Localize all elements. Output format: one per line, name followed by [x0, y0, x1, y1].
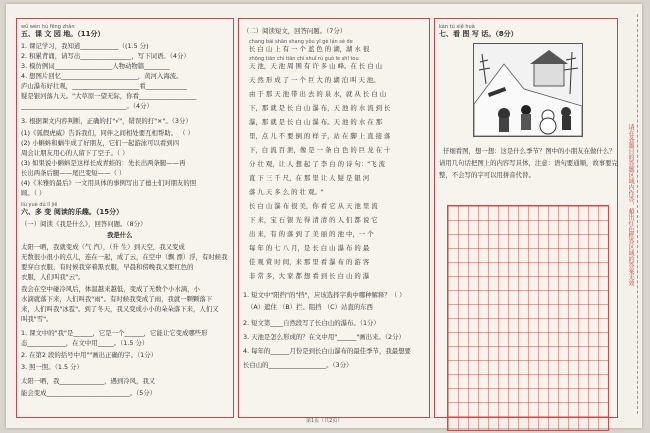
passage-line: 我会在空中碰冷风后，体温越来越低，变成了无数个小水滴，小 [21, 285, 200, 293]
question-line: _________________________________。（4分） [21, 102, 153, 110]
passage-line: 下 来，宝 石 银 光 得 清 清 的 人 们 都 说 它 [249, 216, 378, 224]
question-line: 1. 课文中的"我"是______，它是一个______，它能让它变成哪些形 [21, 329, 208, 337]
passage-line: 天 然 形 成 了 一 个 巨 大 的 湖 泊 叫 天 池。 [249, 76, 380, 84]
exam-sheet [6, 4, 642, 428]
section5-pinyin: wǔ wén hú fēng zhǎn [21, 24, 75, 30]
question-line: 2. 短文第____自然段写了长白山的瀑布。（1分） [243, 319, 380, 327]
passage-line: 由 于 那 天 池 带 出 去 的 泉 水，就 从 长 白 山 [249, 90, 387, 98]
section5-title: 五、课 文 园 地。（11分） [21, 30, 105, 38]
passage-line: 天 池，天 池 周 围 有 许 多 山 峰。在 长 白 山 [249, 62, 383, 70]
question-line: 3. 照一照。（1.5 分） [21, 363, 83, 371]
subsection-title: （一）阅读《我是什么》，回答问题。（8分） [21, 220, 147, 228]
passage-line: 分 壮 观，让 人 想 起 了 李 白 的 诗 句："飞 流 [249, 160, 385, 168]
poem-title: 我是什么 [107, 231, 133, 239]
section7-pinyin: kàn tú xiě huà [439, 24, 475, 30]
passage-line: 出 来，有 的 落 到 了 美 丽 的 池 中，一 个 [249, 230, 374, 238]
subsection-title: （二）阅读短文，回答问题。（7分） [243, 27, 347, 35]
pinyin-line: zhōng tiān chí tiān chí shuǐ rú guò le shī tou [249, 56, 359, 62]
right-column [434, 18, 618, 418]
passage-line: 叫我"雪"。 [21, 315, 53, 323]
question-line: 4. 想图片回忆________________________，黄河入海流。 [21, 72, 183, 80]
question-line: 3. 天池是怎么形成的？在文中用"______"画出来。（2分） [243, 333, 405, 341]
question-line: 长白山的__________________。（3分） [243, 361, 353, 369]
passage-line: 里，点 儿 不 要 倒 的 样 子，站 在 脚 上 直 接 落 [249, 132, 391, 140]
passage-line: 佳 观 赏 时 间，来 那 里 看 瀑 布 的 游 客 [249, 258, 370, 266]
prompt-line: 仔细看图，想一想：这是什么季节？图中的小朋友在做什么？ [443, 147, 616, 155]
question-line: 3. 根据课文内容判断，正确的打"√"，错误的打"×"。（3分） [21, 117, 192, 125]
question-line: 顾。（ ） [21, 189, 46, 197]
passage-line: 长 白 山 瀑 布 很 美，你 看 它 从 天 池 里 流 [249, 202, 378, 210]
passage-line: 下，那 就 是 长 白 山 瀑 布，天 池 的 水 流 到 长 [249, 104, 391, 112]
passage-line: 直 下 三 千 尺，在 那 里 让 人 疑 是 银 河 [249, 174, 370, 182]
section6-title: 六、多 变 阅读的乐趣。（15分） [21, 208, 124, 216]
answer-area-notice: 请在各题目的答题区域内作答，超出红色框答区域的答案无效 [627, 124, 634, 286]
question-line: 太阳一晒，我______________，遇到冷风，我又 [21, 377, 156, 385]
question-line: 长出两条后腿——尾巴变短——（ ） [21, 169, 126, 177]
question-line: 周会让朋友用心的人留下了空子。（ ） [21, 149, 129, 157]
section7-title: 七、看 图 写 话。（8分） [439, 30, 518, 38]
passage-line: 下，白 流 百 泄，像 是 一 条 白 色 的 巨 龙 在 十 [249, 146, 391, 154]
pinyin-line: chang bái shān shang yǒu yī gè lán sè de [249, 39, 353, 45]
question-line: 能会变成__________________________。（5分） [21, 389, 157, 397]
middle-column [238, 18, 430, 418]
passage-line: 每 年 的 七 八 月，是 长 白 山 瀑 布 的 最 [249, 244, 370, 252]
question-line: 2. 在第2 段的括号中用""画出正确的字。（1分） [21, 351, 158, 359]
left-column [16, 18, 234, 418]
question-line: 4. 每年的______月份是到长白山瀑布的最佳季节，我最想要 [243, 347, 411, 355]
question-line: 1. 短文中"阳挡"的"挡"，应该选择字典中哪种解释？（ ） [243, 291, 406, 299]
passage-line: 长 白 山 上 有 一 个 蓝 色 的 湖，湖 水 很 [249, 45, 370, 53]
passage-line: 要穿白衣服，有时候我穿着黑衣服，早晨和傍晚我又要红色的 [21, 263, 194, 271]
passage-line: 水滴就落下来，人们叫我"雨"。有时候我变成了雨，我就一颗颗落下 [21, 295, 213, 303]
question-line: 疑是银河落九天。"大草原一望无际，你看__________________ [21, 92, 197, 100]
question-line: 1. 课记学习，我知道____________（(1.5 分) [21, 42, 149, 50]
question-line: (1)《狐假虎威》告诉我们，同伴之间相处要互相帮助。 （ ） [21, 129, 194, 137]
question-line: (2) 小蝌蚪和蜗牛成了好朋友，它们一起游泳可以看到四 [21, 139, 180, 147]
question-line: (4)《米雅的最后》一文用具体的事例写出了德士们对朋友的照 [21, 179, 197, 187]
passage-line: 瀑，那 就 是 长 白 山 瀑 布。天 池 的 水 在 那 [249, 118, 383, 126]
passage-line: 非 常 多，大 家 都 想 看 到 长 白 山 的 瀑 [249, 272, 370, 280]
prompt-line: 整，不会写的字可以用拼音代替。 [439, 171, 535, 179]
question-line: 庐山瀑布好壮观，_____________________看_____________ [21, 82, 188, 90]
passage-line: 太阳一晒，我就变成（气 汽），（升 生）到天空，我又变成 [21, 243, 185, 251]
passage-line: 衣服，人们叫我"云"。 [21, 273, 85, 281]
page-footer: 第1页（共2页） [306, 418, 343, 424]
question-line: 态____________，在文中用_____。（1.5 分） [21, 339, 149, 347]
section6-pinyin: liù yuè dú lǐ jiě [21, 202, 58, 208]
passage-line: 落 九 天 多 么 的 壮 观。" [249, 188, 324, 196]
writing-grid[interactable] [447, 205, 609, 431]
question-line: 3. 模仿例词__________________人物动物篇________ [21, 62, 170, 70]
prompt-line: 请用几句话把图上的内容写具体，注意：语句要通顺，故事要完 [439, 159, 618, 167]
passage-line: 无数很小很小的点儿，连在一起，成了云，在空中（飘 漂）浮，有时候我 [21, 253, 228, 261]
winter-scene-illustration [473, 43, 583, 137]
question-line: 2. 积累背诵，请写出________________，写下词语。（4分） [21, 52, 190, 60]
question-line: (3) 如果说小蝌蚪是这样长成青蛙的：先长出两条腿——再 [21, 159, 186, 167]
passage-line: 来，人们叫我"冰雹"。到了冬天，我又变成小小的朵朵落下来，人们又 [21, 305, 219, 313]
question-options: （A）遮住 （B）拦、阻挡 （C）站直的东西 [247, 303, 373, 311]
